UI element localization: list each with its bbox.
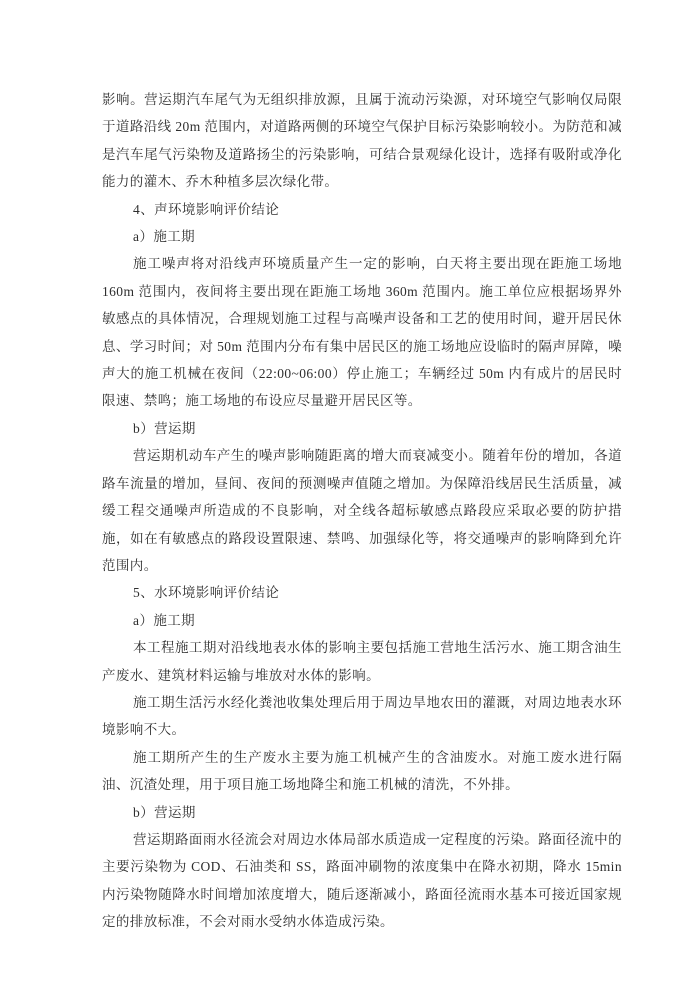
section-heading-water: 5、水环境影响评价结论 bbox=[133, 585, 280, 601]
subheading-operation-period-2: b）营运期 bbox=[133, 804, 196, 820]
subheading-construction-period-2: a）施工期 bbox=[133, 612, 196, 628]
paragraph-surface-water-impact: 本工程施工期对沿线地表水体的影响主要包括施工营地生活污水、施工期含油生产废水、建筑材料运输与堆放对水体的影响。 bbox=[102, 640, 622, 683]
section-heading-noise: 4、声环境影响评价结论 bbox=[133, 201, 280, 217]
subheading-construction-period: a）施工期 bbox=[133, 229, 196, 245]
document-body bbox=[102, 86, 622, 936]
paragraph-construction-noise: 施工噪声将对沿线声环境质量产生一定的影响，白天将主要出现在距施工场地 160m 范围内，夜间将主要出现在距施工场地 360m 范围内。施工单位应根据场界外敏感点的具体情况，合理规划施工过程与高噪声设备和工艺的使用时间，避开居民休息、学习时间；对 50m 范围内分布有集中居民区的施工场地应设临时的隔声屏障，噪声大的施工机械在夜间（22:00~06:00）停止施工；车辆经过 50m 内有成片的居民时限速、禁鸣；施工场地的布设应尽量避开居民区等。 bbox=[102, 256, 622, 409]
continuation-paragraph: 影响。营运期汽车尾气为无组织排放源，且属于流动污染源，对环境空气影响仅局限于道路沿线 20m 范围内，对道路两侧的环境空气保护目标污染影响较小。为防范和减是汽车尾气污染物及道路扬尘的污染影响，可结合景观绿化设计，选择有吸附或净化能力的灌木、乔木种植多层次绿化带。 bbox=[102, 92, 622, 190]
paragraph-production-wastewater: 施工期所产生的生产废水主要为施工机械产生的含油废水。对施工废水进行隔油、沉渣处理，用于项目施工场地降尘和施工机械的清洗，不外排。 bbox=[102, 749, 622, 793]
paragraph-operation-noise: 营运期机动车产生的噪声影响随距离的增大而衰减变小。随着年份的增加，各道路车流量的增加，昼间、夜间的预测噪声值随之增加。为保障沿线居民生活质量，减缓工程交通噪声所造成的不良影响，对全线各超标敏感点路段应采取必要的防护措施，如在有敏感点的路段设置限速、禁鸣、加强绿化等，将交通噪声的影响降到允许范围内。 bbox=[102, 448, 622, 573]
paragraph-road-runoff: 营运期路面雨水径流会对周边水体局部水质造成一定程度的污染。路面径流中的主要污染物为 COD、石油类和 SS，路面冲刷物的浓度集中在降水初期，降水 15min 内污染物随降水时间增加浓度增大，随后逐渐减小，路面径流雨水基本可接近国家规定的排放标准，不会对雨水受纳水体造成污染。 bbox=[102, 831, 622, 930]
subheading-operation-period: b）营运期 bbox=[133, 420, 196, 436]
paragraph-domestic-sewage: 施工期生活污水经化粪池收集处理后用于周边旱地农田的灌溉，对周边地表水环境影响不大。 bbox=[102, 694, 622, 738]
